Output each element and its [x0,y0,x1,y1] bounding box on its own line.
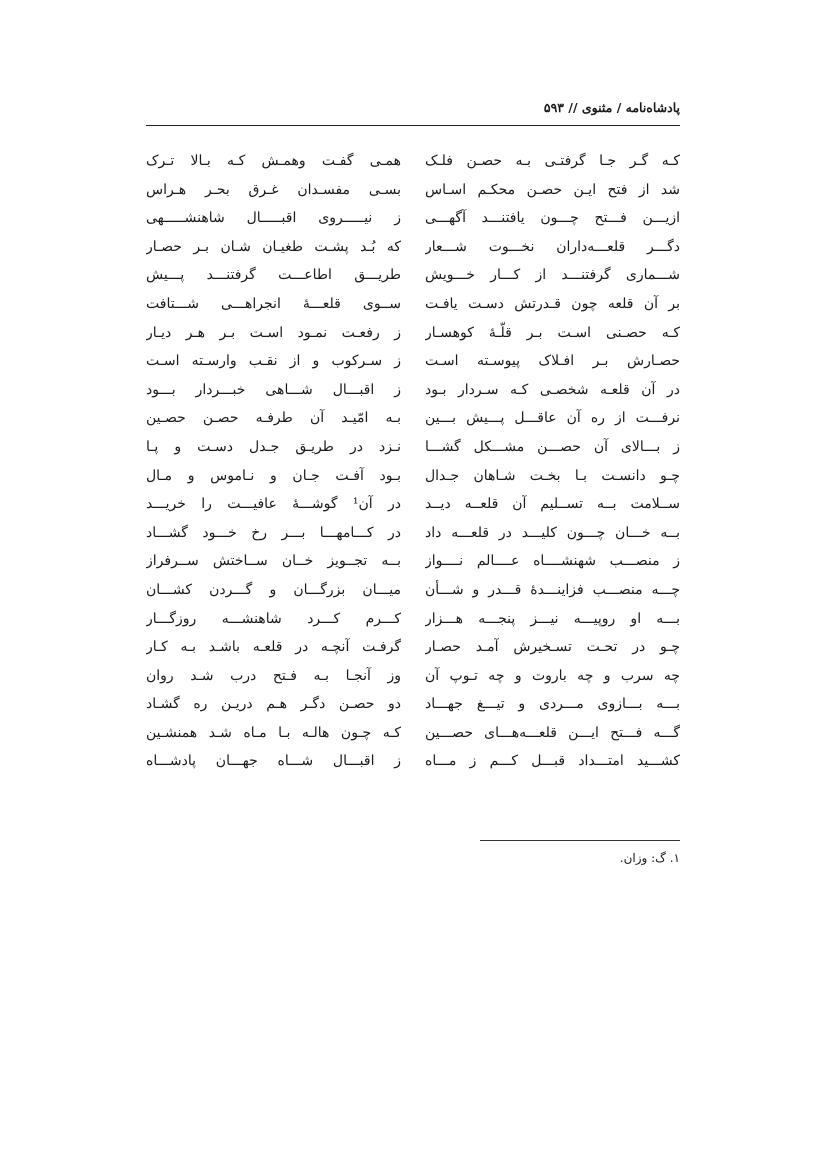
verse-line: همـی گفـت وهمـش کـه بـالا تـرک [146,153,401,169]
verse-line: در آن¹ گوشـــهٔ عافیـــت را خریـــد [146,496,401,513]
verse-line: دو حصـن دگـر هـم دریـن ره گشـاد [146,696,401,713]
verse-line: کـــرم کـــرد شاهنشـــه روزگـــار [146,610,401,627]
verse-line: ز نیـــــروی اقبـــــال شاهنشـــــهی [146,210,401,227]
footnote-rule [480,840,680,841]
verse-line: بــه تجــویز خــان ســاختش ســرفراز [146,553,401,570]
footnote: ۱. گ: وزان. [619,851,680,865]
verse-line: چـــه منصـــب فزاینـــدهٔ قـــدر و شـــأن [425,581,680,598]
verse-line: طریـــق اطاعـــت گرفتنـــد پـــیش [146,267,401,284]
verse-line: کـه گـر جـا گرفتـی بـه حصـن فلـک [425,153,680,169]
verse-line: شد از فتح ایـن حصـن محکـم اسـاس [425,181,680,198]
verse-line: چـو دانسـت بـا بخـت شـاهان جـدال [425,467,680,484]
verse-line: در کـــامهـــا بـــر رخ خـــود گشـــاد [146,524,401,541]
verse-line: ز سـرکوب و از نقـب وارسـته اسـت [146,353,401,370]
verse-line: ز بـــالای آن حصـــن مشـــکل گشـــا [425,438,680,455]
verse-line: ز اقبـــال شـــاه جهـــان پادشـــاه [146,753,401,770]
verse-line: وز آنجـا بـه فـتح درب شـد روان [146,667,401,684]
verse-line: گـــه فـــتح ایـــن قلعـــه‌هـــای حصـــین [425,724,680,741]
page-header [146,100,680,122]
verse-line: که بُـد پشـت طغیـان شـان بـر حصـار [146,238,401,255]
header-rule [146,125,680,126]
verse-line: نرفـــت از ره آن عاقـــل پـــیش بـــین [425,410,680,427]
verse-line: بر آن قلعه چون قـدرتش دسـت یافـت [425,295,680,312]
verse-line: بـه امّیـد آن طرفـه حصـن حصـین [146,410,401,427]
verse-line: ز منصـــب شهنشــــاه عــــالم نــــواز [425,553,680,570]
verse-line: بسـی مفسـدان غـرق بحـر هـراس [146,181,401,198]
running-title: پادشاه‌نامه / مثنوی // ۵۹۳ [543,100,680,115]
verse-line: کـه حصـنی اسـت بـر قلّـهٔ کوهسـار [425,324,680,341]
verse-line: نـزد در طریـق جـدل دسـت و پـا [146,438,401,455]
verse-line: ســلامت بــه تســلیم آن قلعــه دیــد [425,496,680,513]
verse-line: حصـارش بـر افـلاک پیوسـته اسـت [425,353,680,370]
verse-line: ســوی قلعـــهٔ انجراهـــی شـــتافت [146,295,401,312]
poem-column-left [146,147,401,776]
verse-line: در آن قلعـه شخصـی کـه سـردار بـود [425,381,680,398]
verse-line: ز رفعـت نمـود اسـت بـر هـر دیـار [146,324,401,341]
verse-line: شـــماری گرفتنـــد از کـــار خـــویش [425,267,680,284]
verse-line: بـــه او روپیـــه نیـــز پنجـــه هـــزار [425,610,680,627]
verse-line: بــه خـــان چـــون کلیـــد در قلعـــه داد [425,524,680,541]
verse-line: ازیـــن فـــتح چـــون یافتنـــد آگهـــی [425,210,680,227]
verse-line: بـود آفـت جـان و نـاموس و مـال [146,467,401,484]
verse-line: بـــه بـــازوی مـــردی و تیـــغ جهـــاد [425,696,680,713]
verse-line: چـو در تحـت تسـخیرش آمـد حصـار [425,639,680,656]
verse-line: میـــان بزرگـــان و گـــردن کشـــان [146,581,401,598]
verse-line: چه سرب و چه باروت و چه تـوپ آن [425,667,680,684]
verse-line: گرفـت آنچـه در قلعـه باشـد بـه کـار [146,639,401,656]
verse-line: کـه چـون هالـه بـا مـاه شـد همنشـین [146,724,401,741]
verse-line: دگـــر قلعـــه‌داران نخـــوت شـــعار [425,238,680,255]
verse-line: کشـــید امتـــداد قبـــل کـــم ز مـــاه [425,753,680,770]
poem-column-right [425,147,680,776]
verse-line: ز اقبـــال شـــاهی خبـــردار بـــود [146,381,401,398]
